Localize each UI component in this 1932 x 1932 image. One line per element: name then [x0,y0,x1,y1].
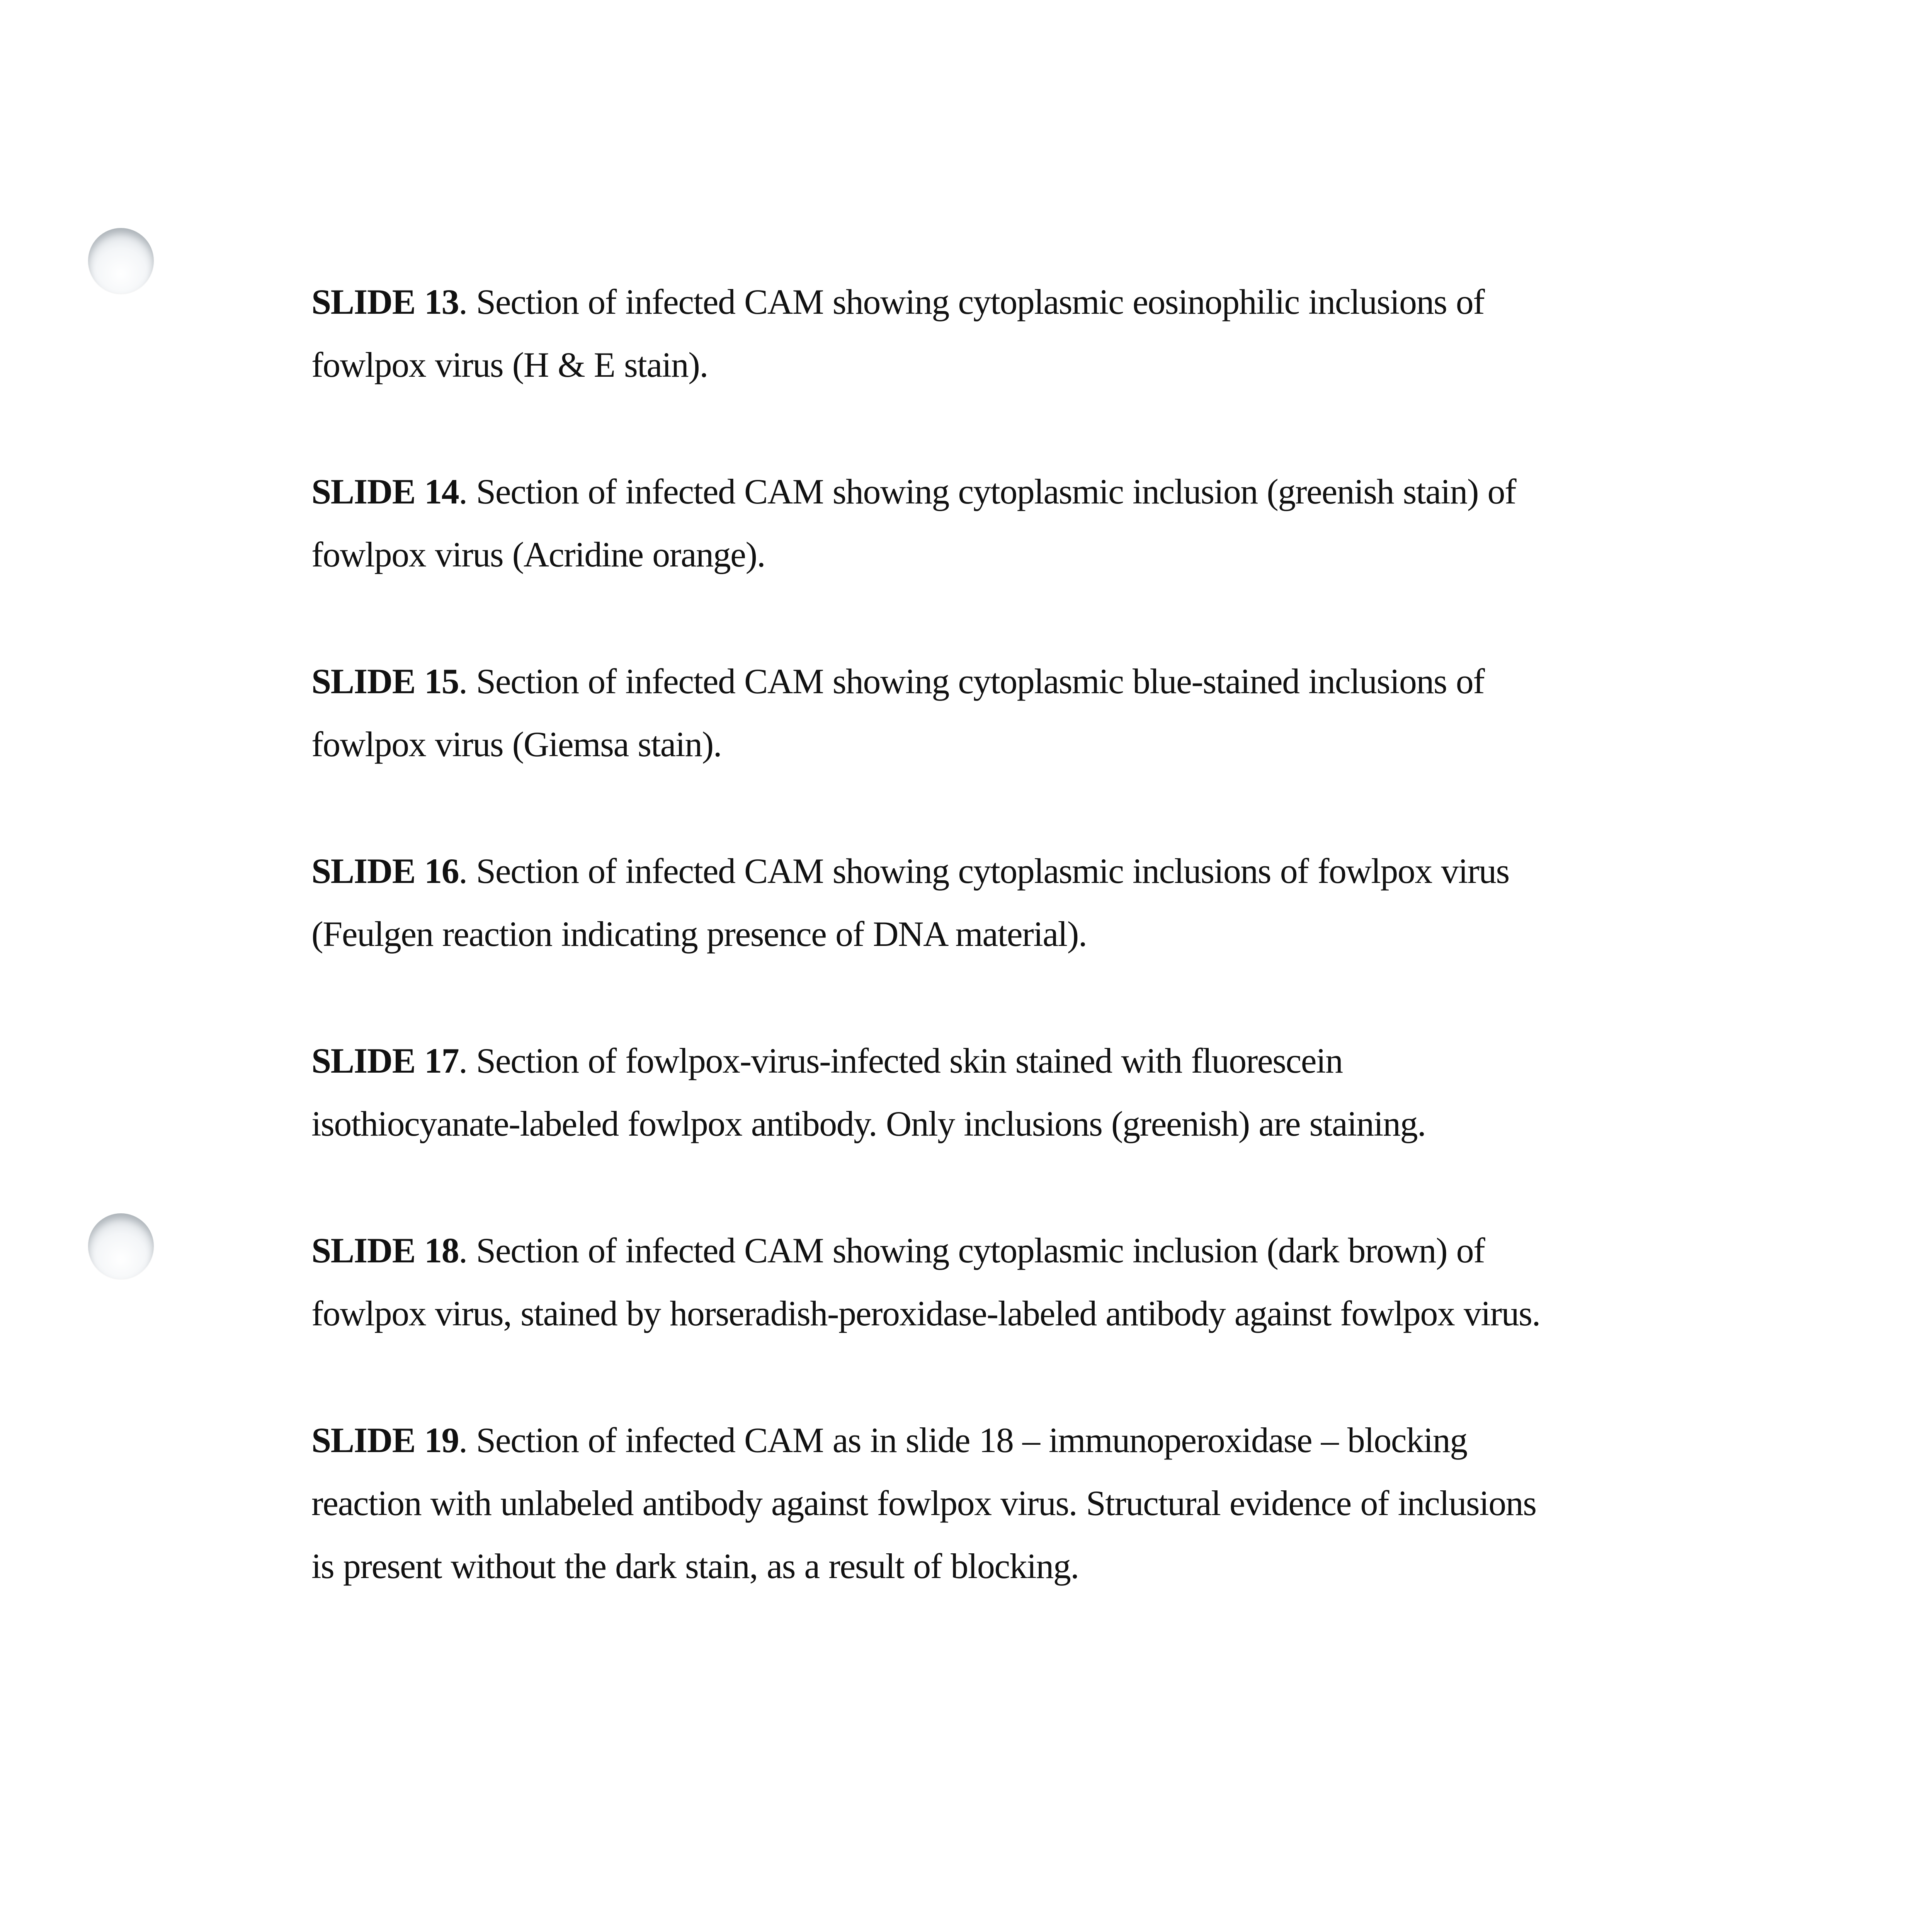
slide-16-label: SLIDE 16 [311,851,459,891]
slide-14-text: . Section of infected CAM showing cytoplasmic inclusion (greenish stain) of fowlpox virus (Acridine orange). [311,472,1516,574]
slide-17-label: SLIDE 17 [311,1041,459,1080]
slide-18-entry [311,1219,1548,1345]
slide-15-entry [311,650,1548,776]
slide-18-text: . Section of infected CAM showing cytoplasmic inclusion (dark brown) of fowlpox virus, stained by horseradish-peroxidase-labeled antibody against fowlpox virus. [311,1231,1540,1333]
slide-14-entry [311,460,1548,586]
slide-13-text: . Section of infected CAM showing cytoplasmic eosinophilic inclusions of fowlpox virus (H & E stain). [311,282,1485,384]
punch-hole-middle [88,1213,154,1279]
slide-15-text: . Section of infected CAM showing cytoplasmic blue-stained inclusions of fowlpox virus (Giemsa stain). [311,662,1485,764]
slide-descriptions [311,270,1548,1662]
slide-17-entry [311,1029,1548,1155]
slide-14-label: SLIDE 14 [311,472,459,511]
slide-16-entry [311,840,1548,966]
slide-15-label: SLIDE 15 [311,662,459,701]
slide-13-label: SLIDE 13 [311,282,459,321]
slide-16-text: . Section of infected CAM showing cytoplasmic inclusions of fowlpox virus (Feulgen reaction indicating presence of DNA material). [311,851,1509,954]
punch-hole-top [88,228,154,294]
slide-19-text: . Section of infected CAM as in slide 18 – immunoperoxidase – blocking reaction with unlabeled antibody against fowlpox virus. Structural evidence of inclusions is present without the dark stain, as a result of blocking. [311,1420,1536,1586]
slide-18-label: SLIDE 18 [311,1231,459,1270]
slide-13-entry [311,270,1548,396]
slide-19-label: SLIDE 19 [311,1420,459,1460]
slide-19-entry [311,1409,1548,1598]
slide-17-text: . Section of fowlpox-virus-infected skin stained with fluorescein isothiocyanate-labeled fowlpox antibody. Only inclusions (greenish) are staining. [311,1041,1426,1143]
